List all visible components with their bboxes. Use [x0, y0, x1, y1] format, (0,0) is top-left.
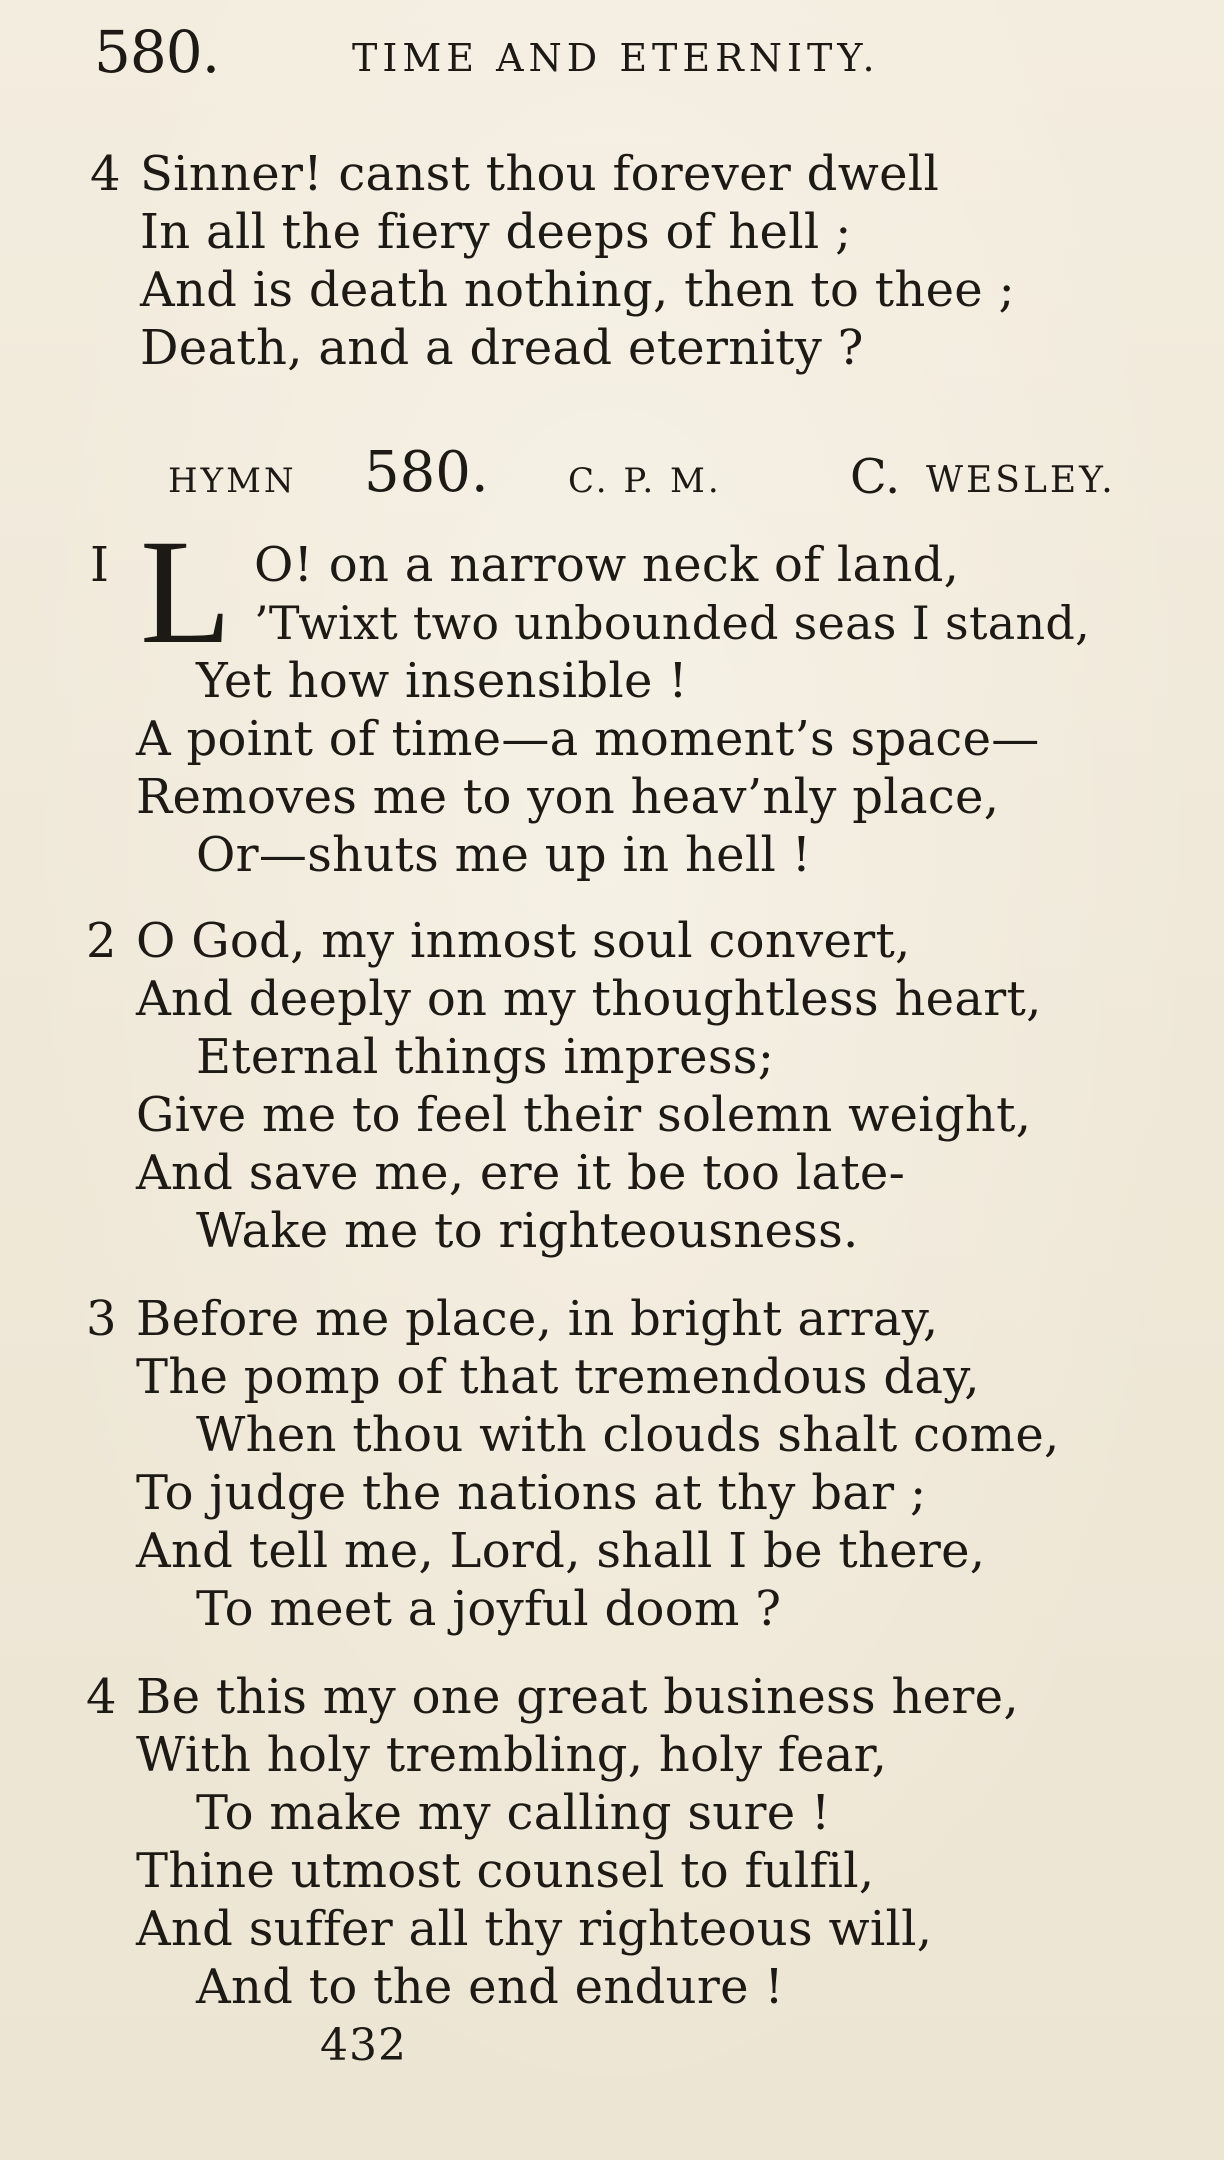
verse-line: Or—shuts me up in hell !	[196, 827, 812, 883]
verse-line: To meet a joyful doom ?	[196, 1581, 782, 1637]
verse-line: Thine utmost counsel to fulfil,	[136, 1843, 875, 1899]
verse-line: With holy trembling, holy fear,	[136, 1727, 888, 1783]
verse-line: And tell me, Lord, shall I be there,	[136, 1523, 986, 1579]
verse-line: Eternal things impress;	[196, 1029, 775, 1085]
verse-line: To make my calling sure !	[196, 1785, 831, 1841]
verse-line: Before me place, in bright array,	[136, 1291, 939, 1347]
verse-number: 3	[86, 1291, 117, 1347]
author-initial: C.	[850, 449, 901, 505]
verse-line: And to the end endure !	[196, 1959, 784, 2015]
verse-number: 2	[86, 913, 117, 969]
hymn-number: 580.	[364, 440, 489, 505]
page-header	[94, 12, 1154, 92]
verse-line: In all the fiery deeps of hell ;	[140, 204, 852, 260]
verse-line: And suffer all thy righteous will,	[136, 1901, 933, 1957]
verse-line: To judge the nations at thy bar ;	[136, 1465, 927, 1521]
verse-number: I	[90, 537, 109, 593]
verse-number: 4	[86, 1669, 117, 1725]
verse-line: And deeply on my thoughtless heart,	[136, 971, 1042, 1027]
verse-number: 4	[90, 146, 121, 202]
hymn-label: HYMN	[168, 461, 297, 501]
verse-line: And save me, ere it be too late-	[136, 1145, 906, 1201]
page-folio: 432	[320, 2020, 407, 2071]
verse-line: Give me to feel their solemn weight,	[136, 1087, 1032, 1143]
verse-line: Wake me to righteousness.	[196, 1203, 859, 1259]
verse-line: When thou with clouds shalt come,	[196, 1407, 1060, 1463]
verse-line: Sinner! canst thou forever dwell	[140, 146, 940, 202]
verse-line: Removes me to yon heav’nly place,	[136, 769, 1000, 825]
hymn-author: WESLEY.	[926, 460, 1116, 501]
hymn-heading	[168, 438, 1168, 508]
verse-line: Death, and a dread eternity ?	[140, 320, 864, 376]
verse-line: ’Twixt two unbounded seas I stand,	[254, 596, 1091, 650]
running-head: TIME AND ETERNITY.	[352, 36, 880, 80]
drop-cap: L	[140, 509, 232, 675]
hymn-meter: C. P. M.	[568, 461, 722, 501]
verse-line: O God, my inmost soul convert,	[136, 913, 911, 969]
verse-line: O! on a narrow neck of land,	[254, 537, 960, 593]
page-number: 580.	[94, 18, 220, 86]
verse-line: Yet how insensible !	[196, 653, 688, 709]
verse-line: Be this my one great business here,	[136, 1669, 1019, 1725]
verse-line: The pomp of that tremendous day,	[136, 1349, 980, 1405]
verse-line: A point of time—a moment’s space—	[136, 711, 1040, 767]
verse-line: And is death nothing, then to thee ;	[140, 262, 1016, 318]
